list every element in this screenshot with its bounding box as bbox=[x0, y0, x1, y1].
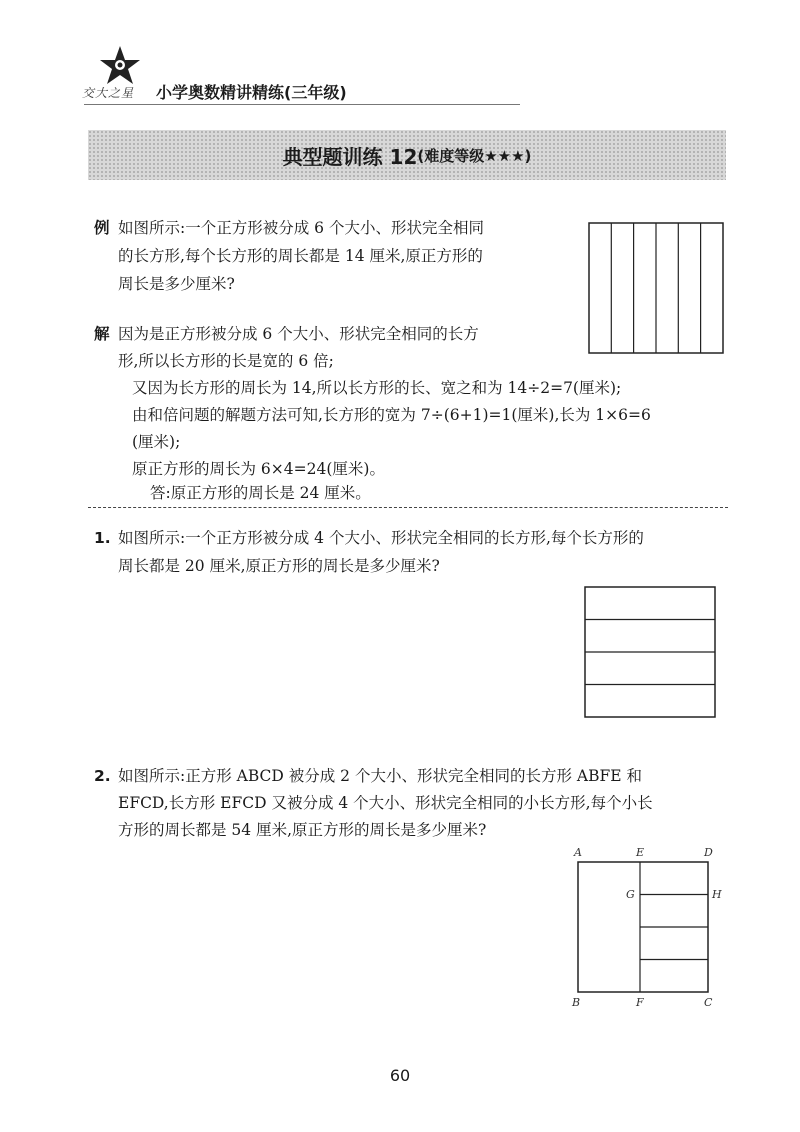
point-label-d: D bbox=[704, 846, 713, 859]
problem-2-line-3: 方形的周长都是 54 厘米,原正方形的周长是多少厘米? bbox=[118, 821, 487, 839]
solution-marker: 解 bbox=[94, 325, 110, 343]
solution-line-1: 因为是正方形被分成 6 个大小、形状完全相同的长方 bbox=[118, 325, 479, 343]
solution-line-2: 形,所以长方形的长是宽的 6 倍; bbox=[118, 352, 334, 370]
problem-2-line-1: 如图所示:正方形 ABCD 被分成 2 个大小、形状完全相同的长方形 ABFE 和 bbox=[118, 767, 642, 785]
solution-line-3: 又因为长方形的周长为 14,所以长方形的长、宽之和为 14÷2=7(厘米); bbox=[132, 379, 622, 397]
section-title: 典型题训练 12 bbox=[282, 144, 418, 169]
point-label-h: H bbox=[712, 888, 722, 901]
point-label-b: B bbox=[572, 996, 581, 1009]
header-divider bbox=[84, 104, 520, 105]
example-line-1: 如图所示:一个正方形被分成 6 个大小、形状完全相同 bbox=[118, 219, 484, 237]
star-logo-icon bbox=[96, 44, 144, 86]
point-label-c: C bbox=[704, 996, 713, 1009]
point-label-e: E bbox=[636, 846, 645, 859]
example-figure bbox=[588, 222, 724, 354]
book-title: 小学奥数精讲精练(三年级) bbox=[156, 83, 347, 102]
problem-2-line-2: EFCD,长方形 EFCD 又被分成 4 个大小、形状完全相同的小长方形,每个小长 bbox=[118, 794, 653, 812]
example-line-2: 的长方形,每个长方形的周长都是 14 厘米,原正方形的 bbox=[118, 247, 483, 265]
section-divider bbox=[88, 507, 728, 508]
solution-line-6: 原正方形的周长为 6×4=24(厘米)。 bbox=[132, 460, 385, 478]
solution-line-5: (厘米); bbox=[132, 433, 181, 451]
answer-line: 答:原正方形的周长是 24 厘米。 bbox=[150, 484, 371, 502]
problem-2-number: 2. bbox=[94, 767, 111, 785]
example-line-3: 周长是多少厘米? bbox=[118, 275, 235, 293]
example-marker: 例 bbox=[94, 219, 110, 237]
difficulty-label: (难度等级★★★) bbox=[417, 146, 532, 165]
problem-2-figure bbox=[566, 842, 726, 1012]
point-label-f: F bbox=[636, 996, 644, 1009]
problem-1-line-2: 周长都是 20 厘米,原正方形的周长是多少厘米? bbox=[118, 557, 440, 575]
problem-1-line-1: 如图所示:一个正方形被分成 4 个大小、形状完全相同的长方形,每个长方形的 bbox=[118, 529, 644, 547]
page-number: 60 bbox=[389, 1066, 411, 1085]
solution-line-4: 由和倍问题的解题方法可知,长方形的宽为 7÷(6+1)=1(厘米),长为 1×6=6 bbox=[132, 406, 651, 424]
section-banner bbox=[88, 130, 726, 180]
problem-1-number: 1. bbox=[94, 529, 111, 547]
problem-1-figure bbox=[584, 586, 716, 718]
point-label-g: G bbox=[626, 888, 635, 901]
point-label-a: A bbox=[574, 846, 582, 859]
logo-text: 交大之星 bbox=[82, 86, 135, 100]
